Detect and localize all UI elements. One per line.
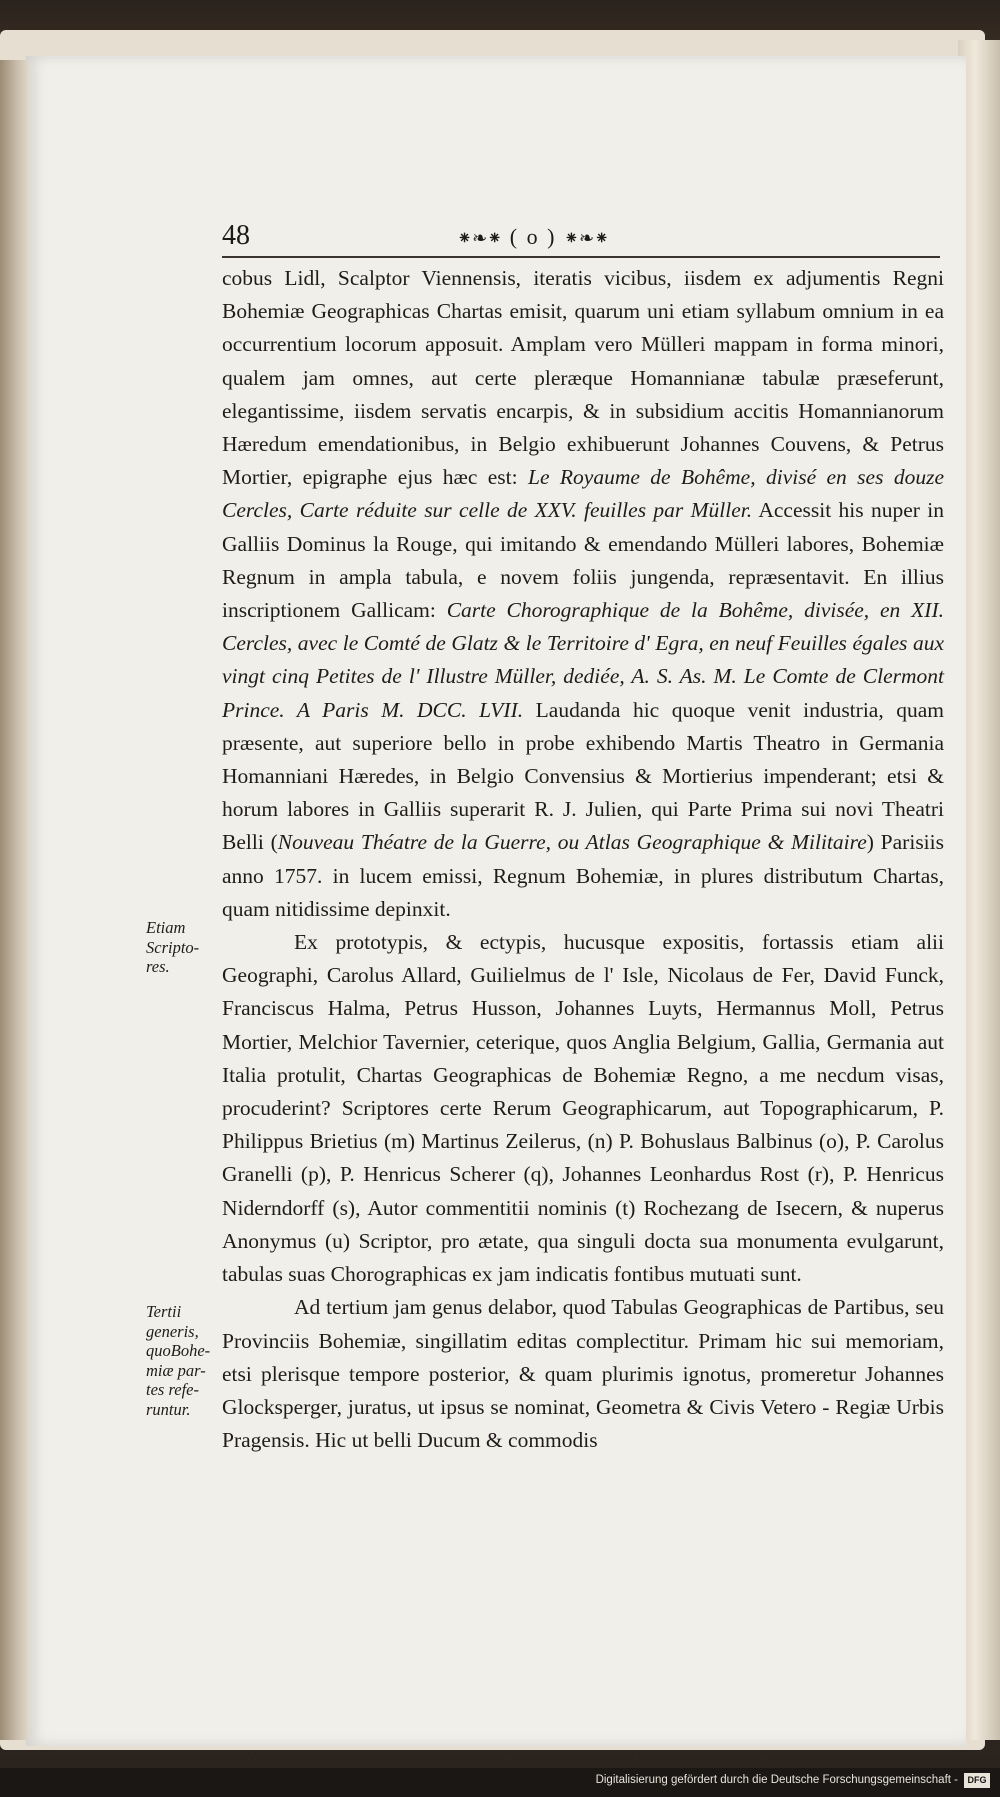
binding-gutter: [0, 60, 30, 1740]
paragraph-1-italic-1: Le Royaume de Bohême, divisé en ses douze Cercles, Carte réduite sur celle de XXV. feuilles par Müller.: [222, 465, 944, 523]
paragraph-3: Ad tertium jam genus delabor, quod Tabulas Geographicas de Partibus, seu Provinciis Bohemiæ, singillatim editas complectitur. Primam hic sui memoriam, etsi plerisque tempore posterior, & quam plurimis ignotus, promeretur Johannes Glocksperger, juratus, ut ipsus se nominat, Geometra & Civis Vetero - Regiæ Urbis Pragensis. Hic ut belli Ducum & commodis: [222, 1295, 944, 1453]
paragraph-1-part-3: Laudanda hic quoque venit industria, quam præsente, aut superiore bello in probe exhibendo Martis Theatro in Germania Homanniani Hæredes, in Belgio Convensius & Mortierius impenderant; etsi & horum labores in Galliis superarit R. J. Julien, qui Parte Prima sui novi Theatri Belli (: [222, 697, 945, 855]
page-number: 48: [222, 220, 250, 251]
body-text: [222, 262, 944, 1457]
marginal-note-1-line: res.: [146, 957, 170, 976]
paragraph-2: Ex prototypis, & ectypis, hucusque expositis, fortassis etiam alii Geographi, Carolus Allard, Guilielmus de l' Isle, Nicolaus de Fer, David Funck, Franciscus Halma, Petrus Husson, Johannes Luyts, Hermannus Moll, Petrus Mortier, Melchior Tavernier, ceterique, quos Anglia Belgium, Gallia, Germania aut Italia protulit, Chartas Geographicas de Bohemiæ Regno, a me necdum visas, procuderint? Scriptores certe Rerum Geographicarum, aut Topographicarum, P. Philippus Brietius (m) Martinus Zeilerus, (n) P. Bohuslaus Balbinus (o), P. Carolus Granelli (p), P. Henricus Scherer (q), Johannes Leonhardus Rost (r), P. Henricus Niderndorff (s), Autor commentitii nominis (t) Rochezang de Isecern, & nuperus Anonymus (u) Scriptor, pro ætate, qua singuli docta sua monumenta evulgarunt, tabulas suas Chorographicas ex jam indicatis fontibus mutuati sunt.: [222, 930, 944, 1287]
paragraph-1-part-4: ) Parisiis anno 1757. in lucem emissi, Regnum Bohemiæ, in plures distributum Chartas, quam nitidissime depinxit.: [222, 830, 944, 921]
marginal-note-1-line: Etiam: [146, 918, 186, 937]
marginal-note-2: [146, 1302, 226, 1419]
marginal-note-1-line: Scripto-: [146, 937, 200, 957]
dfg-logo-icon: DFG: [964, 1773, 990, 1788]
page-header: [222, 220, 942, 260]
paragraph-1-italic-2: Carte Chorographique de la Bohême, divisée, en XII. Cercles, avec le Comté de Glatz & le Territoire d' Egra, en neuf Feuilles égales aux vingt cinq Petites de l' Illustre Müller, dediée, A. S. As. M. Le Comte de Clermont Prince. A Paris M. DCC. LVII.: [222, 598, 944, 722]
paragraph-1-part-2: Accessit his nuper in Galliis Dominus la Rouge, qui imitando & emendando Mülleri labores, Bohemiæ Regnum in ampla tabula, e novem foliis jungenda, repræsentavit. En illius inscriptionem Gallicam:: [222, 498, 944, 623]
running-head: [457, 224, 609, 250]
running-head-center: ( o ): [509, 224, 557, 249]
marginal-note-2-line: generis,: [146, 1321, 199, 1341]
paragraph-1-part-1: cobus Lidl, Scalptor Viennensis, iteratis vicibus, iisdem ex adjumentis Regni Bohemiæ Geographicas Chartas emisit, quarum uni etiam syllabum omnium in ea occurrentium locorum apposuit. Amplam vero Mülleri mappam in forma minori, qualem jam omnes, aut certe pleræque Homannianæ tabulæ præseferunt, elegantissime, iisdem servatis encarpis, & in subsidium accitis Homannianorum Hæredum emendationibus, in Belgio exhibuerunt Johannes Couvens, & Petrus Mortier, epigraphe ejus hæc est:: [222, 266, 944, 490]
marginal-note-2-line: quoBohe-: [146, 1341, 211, 1360]
ornament-left-icon: ⁕❧⁕: [457, 228, 503, 248]
marginal-note-1: [146, 918, 226, 977]
header-rule: [222, 256, 940, 258]
marginal-note-2-line: runtur.: [146, 1399, 191, 1419]
marginal-note-2-line: tes refe-: [146, 1380, 199, 1399]
paragraph-1-italic-3: Nouveau Théatre de la Guerre, ou Atlas Geographique & Militaire: [277, 830, 867, 855]
marginal-note-2-line: Tertii: [146, 1302, 182, 1321]
marginal-note-2-line: miæ par-: [146, 1360, 206, 1380]
digitization-credit: Digitalisierung gefördert durch die Deutsche Forschungsgemeinschaft -: [595, 1774, 958, 1786]
paragraph-1: [222, 262, 944, 926]
ornament-right-icon: ⁕❧⁕: [563, 228, 610, 248]
